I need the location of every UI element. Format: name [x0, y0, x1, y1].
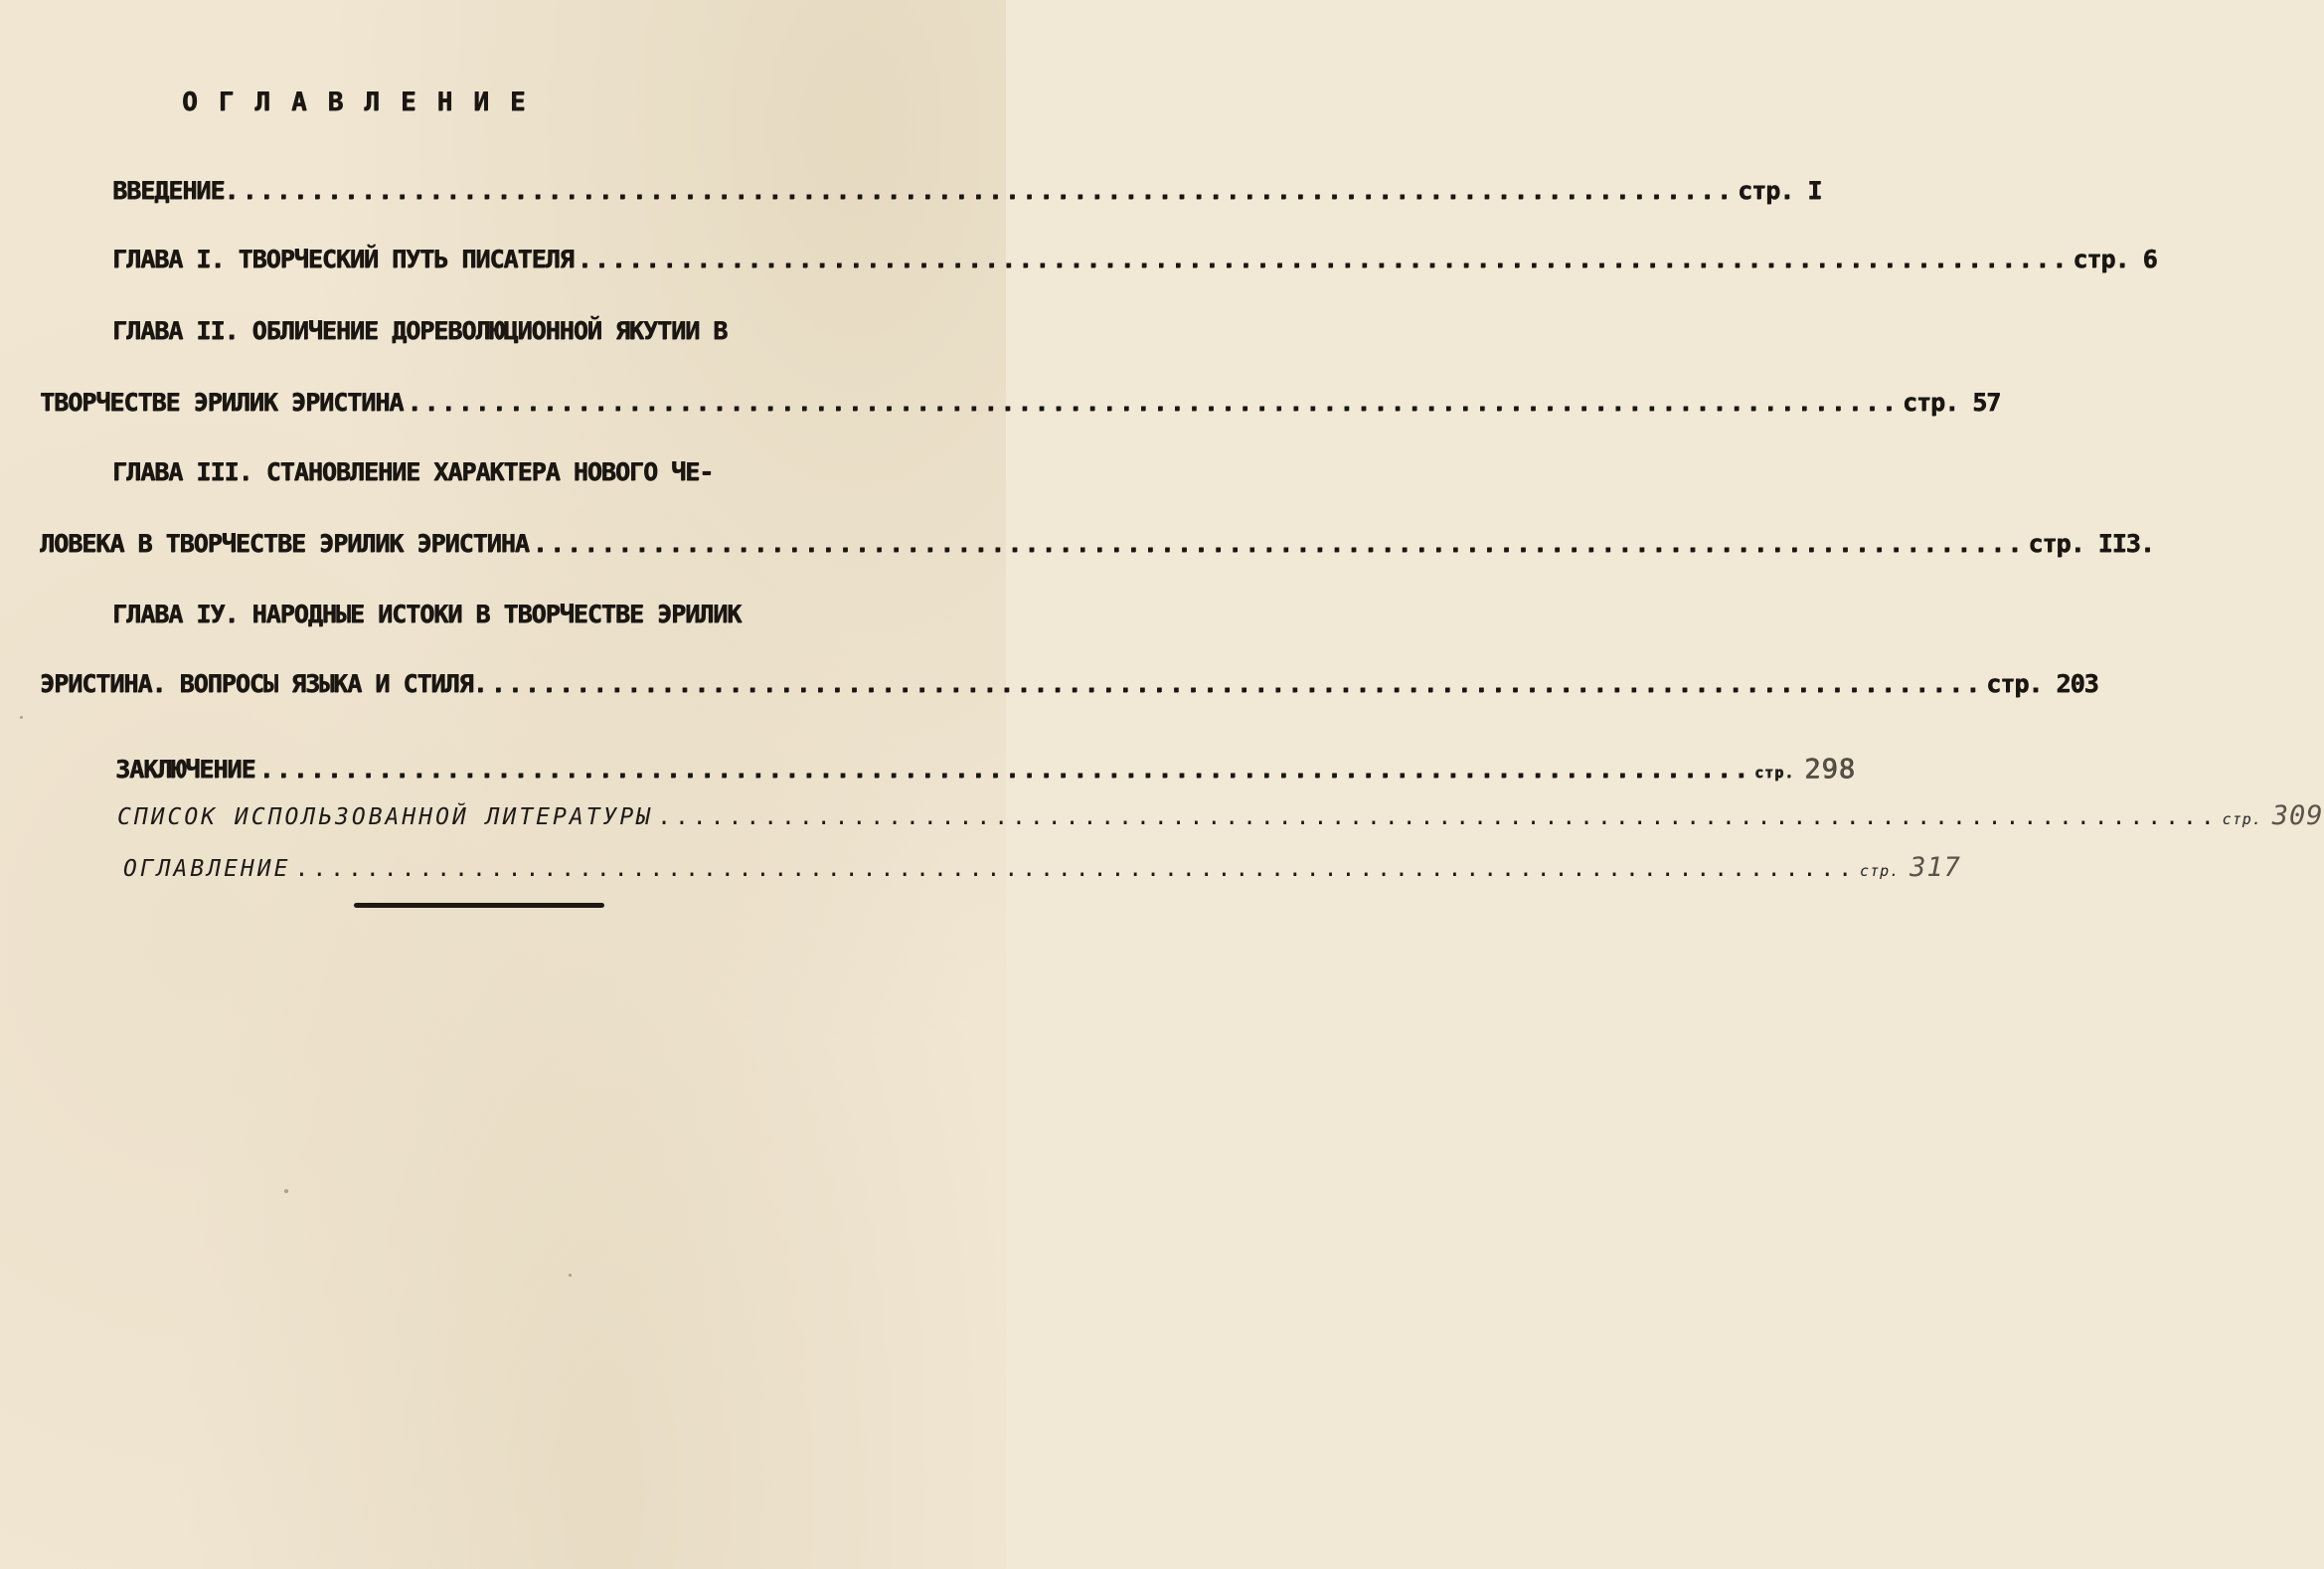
- toc-entry-chapter-2-line2: [40, 388, 2001, 417]
- dot-leader: ........................................................................................: [657, 804, 2219, 830]
- toc-entry-text: ТВОРЧЕСТВЕ ЭРИЛИК ЭРИСТИНА: [40, 388, 404, 417]
- toc-entry-chapter-2-line1: ГЛАВА II. ОБЛИЧЕНИЕ ДОРЕВОЛЮЦИОННОЙ ЯКУТИИ В: [112, 316, 728, 345]
- toc-entry-text: ГЛАВА I. ТВОРЧЕСКИЙ ПУТЬ ПИСАТЕЛЯ: [112, 245, 574, 273]
- toc-page-prefix: стр.: [1754, 764, 1795, 782]
- toc-entry-chapter-3-line1: ГЛАВА III. СТАНОВЛЕНИЕ ХАРАКТЕРА НОВОГО ЧЕ-: [112, 457, 714, 486]
- toc-page-number: стр. I: [1737, 176, 1822, 205]
- toc-page-number: 298: [1804, 754, 1856, 784]
- toc-page-number: 317: [1909, 852, 1961, 883]
- dot-leader: ........................................................................................: [242, 176, 1734, 205]
- dot-leader: ........................................................................................: [258, 755, 1751, 784]
- toc-entry-conclusion: [115, 754, 1856, 784]
- paper-speck: [284, 1189, 288, 1193]
- toc-page-number: 309: [2271, 800, 2324, 831]
- toc-entry-text: ЭРИСТИНА. ВОПРОСЫ ЯЗЫКА И СТИЛЯ.: [40, 669, 487, 698]
- toc-page-prefix: стр.: [1860, 862, 1901, 880]
- toc-entry-text: ОГЛАВЛЕНИЕ: [123, 856, 291, 882]
- paper-speck: [569, 1274, 572, 1277]
- toc-entry-bibliography: [117, 800, 2324, 831]
- dot-leader: ........................................................................................: [532, 529, 2025, 558]
- page-title: ОГЛАВЛЕНИЕ: [182, 87, 547, 117]
- toc-page-number: стр. 203: [1986, 669, 2098, 698]
- dot-leader: ........................................................................................: [407, 388, 1899, 417]
- toc-page-prefix: стр.: [2222, 810, 2262, 828]
- toc-entry-text: ВВЕДЕНИЕ.: [112, 176, 239, 205]
- paper-speck: [20, 716, 23, 719]
- dot-leader: ........................................................................................: [490, 669, 1983, 698]
- toc-entry-introduction: [112, 176, 1822, 205]
- toc-entry-contents: [123, 852, 1961, 883]
- dot-leader: ........................................................................................: [577, 245, 2070, 273]
- toc-entry-chapter-3-line2: [40, 529, 2154, 558]
- toc-page-number: стр. 57: [1902, 388, 2001, 417]
- toc-entry-chapter-1: [112, 245, 2157, 273]
- toc-entry-text: ЛОВЕКА В ТВОРЧЕСТВЕ ЭРИЛИК ЭРИСТИНА: [40, 529, 529, 558]
- closing-rule: [354, 903, 604, 908]
- toc-page-number: стр. II3.: [2028, 529, 2154, 558]
- toc-entry-text: СПИСОК ИСПОЛЬЗОВАННОЙ ЛИТЕРАТУРЫ: [117, 804, 654, 830]
- toc-page-number: стр. 6: [2073, 245, 2157, 273]
- toc-entry-chapter-4-line2: [40, 669, 2098, 698]
- dot-leader: ........................................................................................: [294, 856, 1857, 882]
- toc-entry-text: ЗАКЛЮЧЕНИЕ: [115, 755, 255, 784]
- toc-entry-chapter-4-line1: ГЛАВА IУ. НАРОДНЫЕ ИСТОКИ В ТВОРЧЕСТВЕ ЭРИЛИК: [112, 600, 742, 628]
